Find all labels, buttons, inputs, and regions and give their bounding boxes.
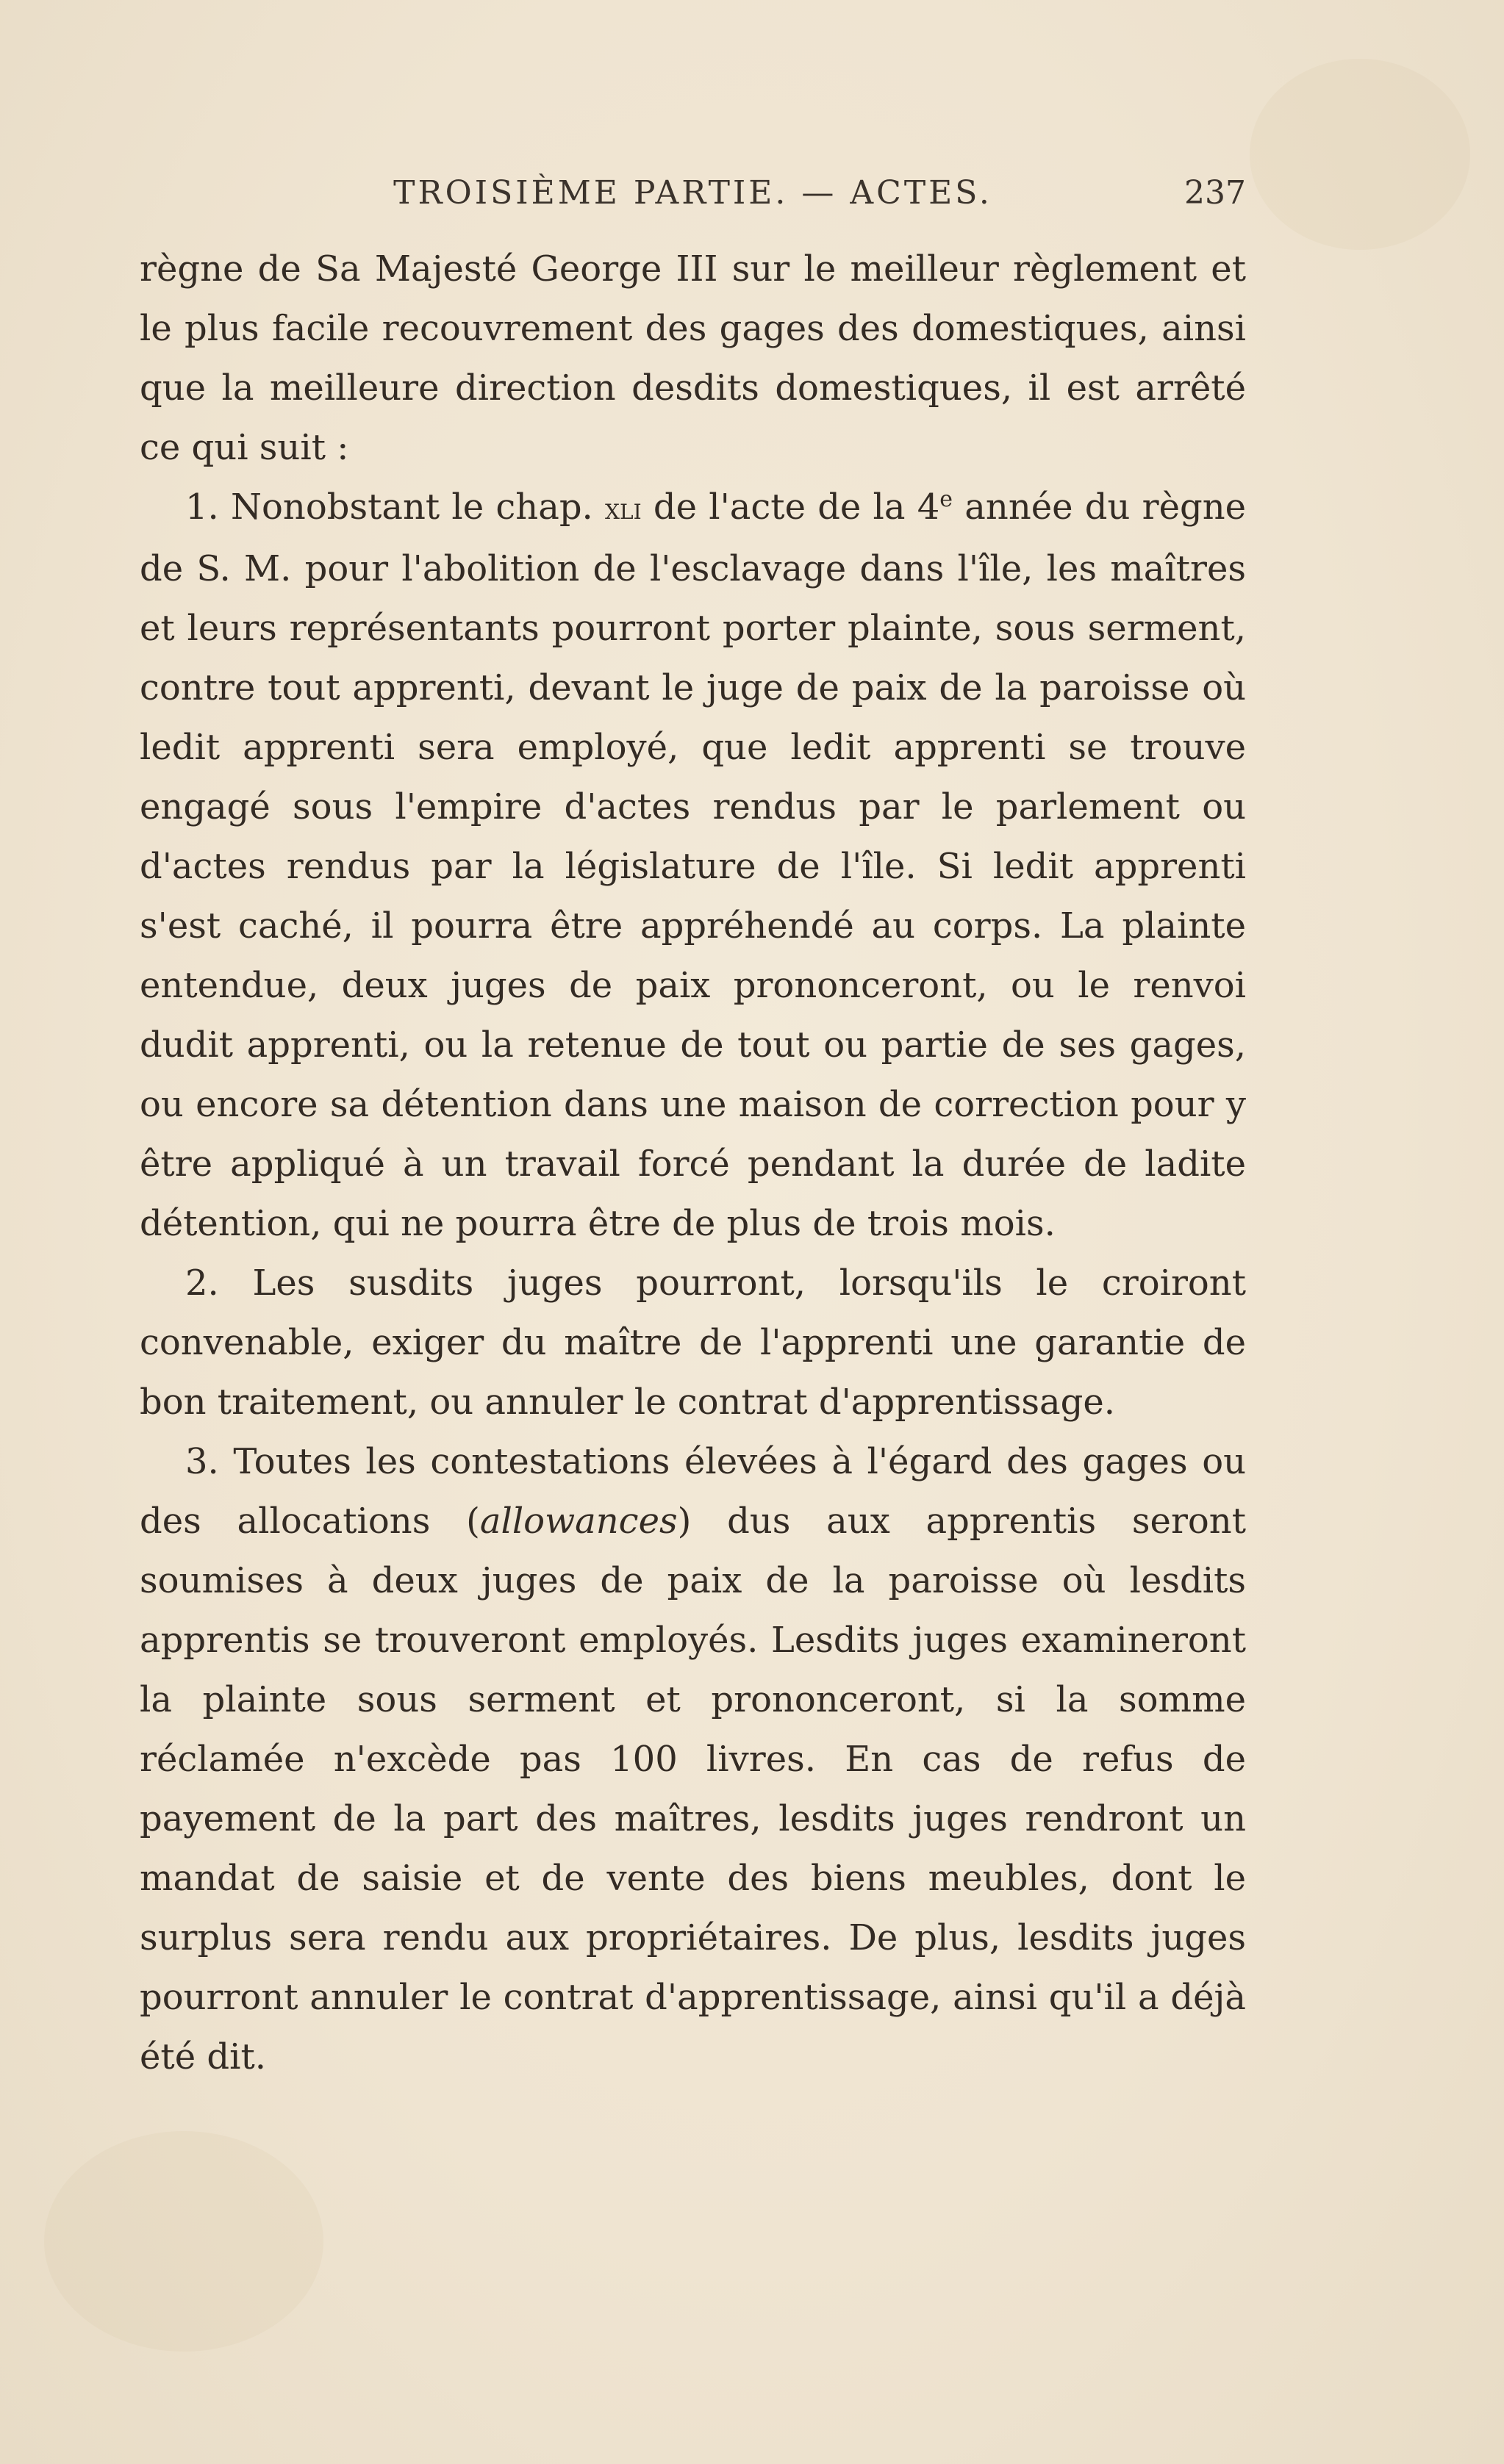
paragraph-continuation: règne de Sa Majesté George III sur le meilleur règlement et le plus facile recouvrement des gages des domestiques, ainsi que la meilleure direction desdits domestiques, il est arrêté ce qui suit : xyxy=(140,248,1246,468)
body-text xyxy=(140,240,1246,2087)
paper-stain xyxy=(44,2131,323,2352)
running-title: TROISIÈME PARTIE. — ACTES. xyxy=(393,174,992,212)
article-3-text-start: 3. Toutes les contestations élevées à l'égard des gages ou des allocations ( xyxy=(140,1441,1246,1542)
page-number: 237 xyxy=(1184,174,1246,212)
paragraph-article-3 xyxy=(140,1432,1246,2087)
ordinal-superscript: e xyxy=(939,486,953,512)
running-head xyxy=(140,168,1246,219)
article-1-text-middle: de l'acte de la 4 xyxy=(653,486,940,528)
paragraph-article-2: 2. Les susdits juges pourront, lorsqu'ils le croiront convenable, exiger du maître de l'apprenti une garantie de bon traitement, ou annuler le contrat d'apprentissage. xyxy=(140,1262,1246,1423)
paragraph-article-1 xyxy=(140,478,1246,1254)
article-3-text-end: ) dus aux apprentis seront soumises à deux juges de paix de la paroisse où lesdits apprentis se trouveront employés. Lesdits juges examineront la plainte sous serment et prononceront, si la somme réclamée n'excède pas 100 livres. En cas de refus de payement de la part des maîtres, lesdits juges rendront un mandat de saisie et de vente des biens meubles, dont le surplus sera rendu aux propriétaires. De plus, lesdits juges pourront annuler le contrat d'apprentissage, ainsi qu'il a déjà été dit. xyxy=(140,1501,1246,2077)
paper-stain xyxy=(1250,59,1470,250)
article-1-text-end: année du règne de S. M. pour l'abolition de l'esclavage dans l'île, les maîtres et leurs représentants pourront porter plainte, sous serment, contre tout apprenti, devant le juge de paix de la paroisse où ledit apprenti sera employé, que ledit apprenti se trouve engagé sous l'empire d'actes rendus par le parlement ou d'actes rendus par la législature de l'île. Si ledit apprenti s'est caché, il pourra être appréhendé au corps. La plainte entendue, deux juges de paix prononceront, ou le renvoi dudit apprenti, ou la retenue de tout ou partie de ses gages, ou encore sa détention dans une maison de correction pour y être appliqué à un travail forcé pendant la durée de ladite détention, qui ne pourra être de plus de trois mois. xyxy=(140,486,1247,1244)
italic-term: allowances xyxy=(479,1501,678,1542)
article-1-text-start: 1. Nonobstant le chap. xyxy=(185,486,593,528)
chapter-number: xli xyxy=(605,492,642,526)
